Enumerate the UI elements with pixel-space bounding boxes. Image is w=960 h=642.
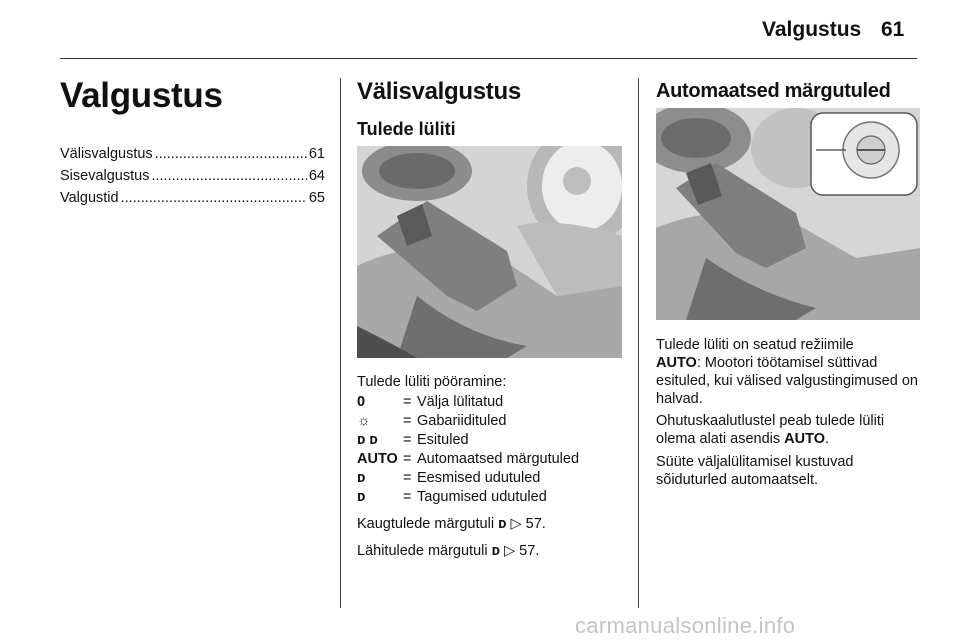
- auto-p1-pre: Tulede lüliti on seatud režiimile: [656, 337, 854, 353]
- switch-description: Tagumised udutuled: [417, 489, 547, 505]
- switch-description: Eesmised udutuled: [417, 470, 541, 486]
- low-beam-ref[interactable]: ▷ 57.: [504, 543, 540, 559]
- switch-position-row: [357, 394, 622, 413]
- high-beam-line: [357, 515, 622, 533]
- switch-position-row: [357, 451, 622, 470]
- toc-dots: [121, 190, 307, 206]
- equals-sign: =: [403, 413, 412, 429]
- equals-sign: =: [403, 470, 412, 486]
- switch-description: Gabariidituled: [417, 413, 507, 429]
- light-switch-illustration: [357, 146, 622, 358]
- equals-sign: =: [403, 451, 412, 467]
- subsection-heading: Tulede lüliti: [357, 119, 456, 139]
- auto-p2-pre: Ohutuskaalutlustel peab tulede lüliti olema alati asendis: [656, 413, 885, 447]
- toc-item-page: 64: [308, 168, 325, 184]
- exterior-lighting-column: [357, 70, 622, 140]
- front-fog-light-icon: ᴅ: [357, 470, 366, 486]
- table-of-contents: [60, 146, 325, 212]
- auto-paragraph-1: [656, 336, 920, 408]
- toc-item-name: Valgustid: [60, 190, 119, 206]
- chapter-column: [60, 70, 325, 212]
- toc-dots: [155, 146, 307, 162]
- parking-light-icon: ☼: [357, 413, 371, 429]
- low-beam-label: Lähitulede märgutuli: [357, 543, 488, 559]
- header-page-number: 61: [881, 18, 905, 41]
- auto-p1-post: : Mootori töötamisel süttivad esituled, kui välised valgustingimused on halvad.: [656, 355, 918, 407]
- auto-p2-post: .: [825, 431, 830, 447]
- rear-fog-light-icon: ᴅ: [357, 489, 366, 505]
- equals-sign: =: [403, 394, 412, 410]
- high-beam-label: Kaugtulede märgutuli: [357, 516, 495, 532]
- switch-description: Esituled: [417, 432, 469, 448]
- auto-p2-bold: AUTO: [784, 431, 825, 447]
- toc-item[interactable]: [60, 168, 325, 190]
- high-beam-ref[interactable]: ▷ 57.: [510, 516, 546, 532]
- toc-item[interactable]: [60, 190, 325, 212]
- auto-paragraph-2: [656, 412, 920, 448]
- auto-paragraph-3: Süüte väljalülitamisel kustuvad sõiduturled automaatselt.: [656, 454, 854, 488]
- switch-description: Välja lülitatud: [417, 394, 504, 410]
- equals-sign: =: [403, 489, 412, 505]
- switch-symbol: AUTO: [357, 451, 398, 467]
- toc-item-name: Sisevalgustus: [60, 168, 150, 184]
- auto-lights-column: [656, 70, 920, 103]
- toc-item[interactable]: [60, 146, 325, 168]
- switch-position-row: [357, 470, 622, 489]
- auto-light-illustration: [656, 108, 920, 320]
- auto-lights-heading: Automaatsed märgutuled: [656, 80, 891, 102]
- switch-positions-table: [357, 394, 622, 508]
- low-beam-icon: ᴅ: [491, 543, 500, 559]
- toc-item-page: 61: [308, 146, 325, 162]
- chapter-title: Valgustus: [60, 76, 223, 115]
- headlight-icon: ᴅ ᴅ: [357, 432, 378, 448]
- switch-position-row: [357, 413, 622, 432]
- switch-description: Automaatsed märgutuled: [417, 451, 580, 467]
- header-title: Valgustus: [762, 18, 862, 41]
- switch-position-row: [357, 489, 622, 508]
- switch-intro: Tulede lüliti pööramine:: [357, 374, 507, 390]
- section-heading: Välisvalgustus: [357, 78, 521, 105]
- column-divider-2: [638, 78, 639, 608]
- watermark: carmanualsonline.info: [575, 613, 796, 638]
- header-divider: [60, 58, 917, 59]
- switch-position-row: [357, 432, 622, 451]
- switch-symbol: 0: [357, 394, 366, 410]
- equals-sign: =: [403, 432, 412, 448]
- toc-item-name: Välisvalgustus: [60, 146, 153, 162]
- toc-dots: [151, 168, 306, 184]
- auto-p1-bold: AUTO: [656, 355, 697, 371]
- low-beam-line: [357, 542, 622, 560]
- column-divider-1: [340, 78, 341, 608]
- high-beam-icon: ᴅ: [498, 516, 507, 532]
- toc-item-page: 65: [308, 190, 325, 206]
